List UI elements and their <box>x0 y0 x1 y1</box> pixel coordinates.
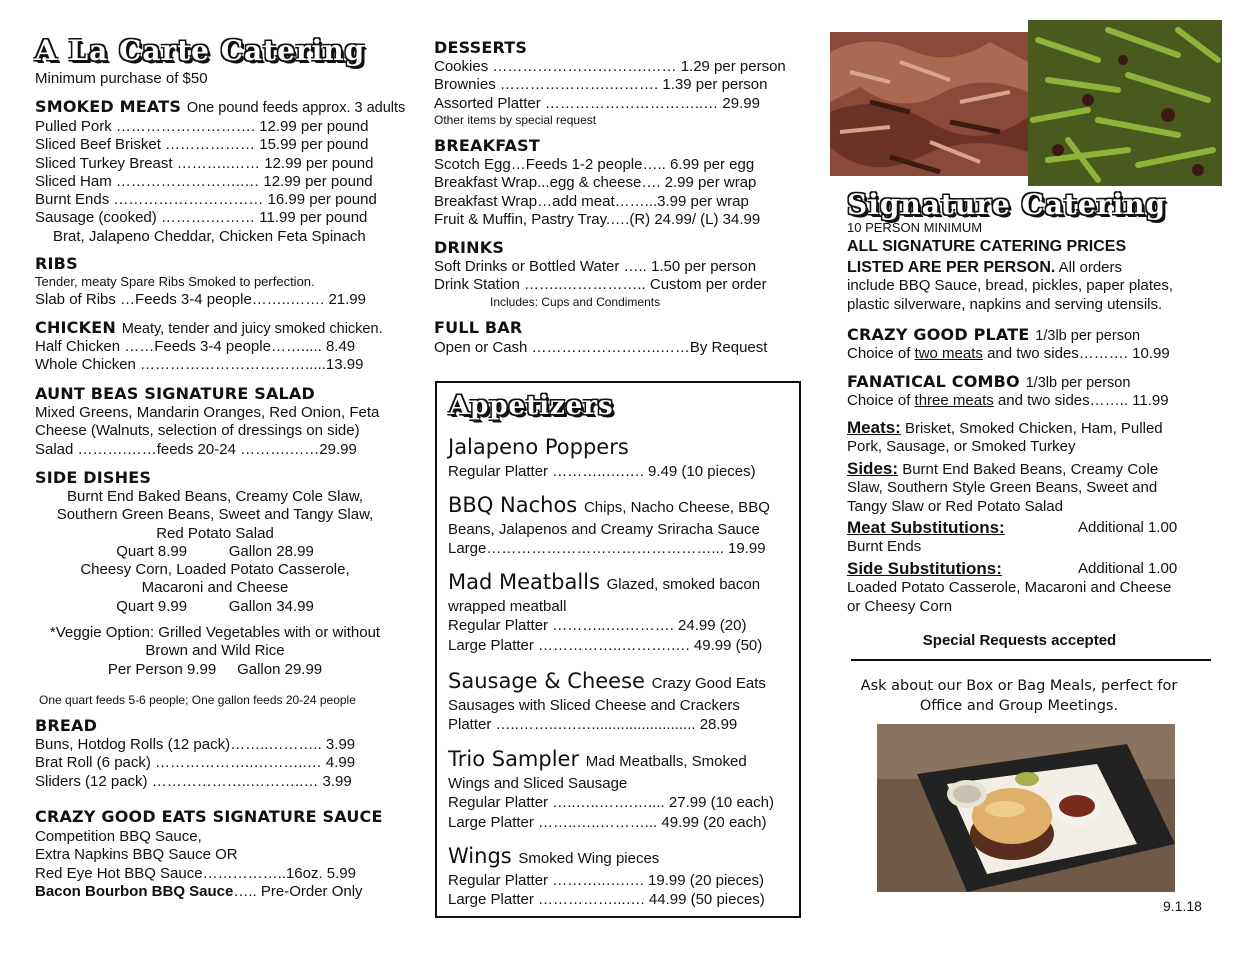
salad-list <box>35 404 379 459</box>
full-bar-heading: FULL BAR <box>434 318 523 337</box>
bread-heading: BREAD <box>35 716 98 735</box>
menu-item: Cookies ………………………….…… 1.29 per person <box>434 58 786 75</box>
menu-item: Breakfast Wrap…add meat……...3.99 per wrap <box>434 192 749 210</box>
sandwich-basket-photo <box>877 724 1175 892</box>
fanatical-combo-item: Choice of three meats and two sides…….. 11.99 <box>847 392 1169 409</box>
veggie-option <box>35 624 395 679</box>
appetizer-wings <box>448 844 765 910</box>
meat-substitutions: Meat Substitutions: Additional 1.00 Burnt Ends <box>847 519 1187 557</box>
veggie-line: *Veggie Option: Grilled Vegetables with or without <box>49 624 381 641</box>
side-line: Red Potato Salad <box>156 524 274 542</box>
appetizer-line: Beans, Jalapenos and Creamy Sriracha Sauce <box>448 521 760 538</box>
menu-item: Whole Chicken …………………………….....13.99 <box>35 356 364 374</box>
ribs-item: Slab of Ribs …Feeds 3-4 people……..……. 21.99 <box>35 291 366 308</box>
menu-item: Brat Roll (6 pack) ………………..………..… 4.99 <box>35 754 356 772</box>
ribs-heading: RIBS <box>35 254 78 273</box>
appetizer-name: Jalapeno Poppers <box>448 435 629 459</box>
menu-item: Sliced Ham ……………………..… 12.99 per pound <box>35 172 373 190</box>
menu-item: Sausage (cooked) ……….……… 11.99 per pound <box>35 209 368 227</box>
menu-item: Brownies ………………….………. 1.39 per person <box>434 76 768 94</box>
appetizer-sausage-cheese <box>448 669 766 735</box>
menu-item: Half Chicken ……Feeds 3-4 people……..... 8.49 <box>35 338 356 355</box>
menu-date: 9.1.18 <box>1163 898 1202 914</box>
sides-list: Sides: Burnt End Baked Beans, Creamy Cole Slaw, Southern Style Green Beans, Sweet and Tangy Slaw or Red Potato Salad <box>847 459 1159 515</box>
appetizer-name: Wings Smoked Wing pieces <box>448 844 660 868</box>
sides-line: Tangy Slaw or Red Potato Salad <box>847 497 1063 515</box>
menu-item: Fruit & Muffin, Pastry Tray.….(R) 24.99/ (L) 34.99 <box>434 210 761 228</box>
appetizer-trio-sampler <box>448 747 774 832</box>
signature-title: Signature Catering <box>847 188 1167 221</box>
drinks-heading: DRINKS <box>434 238 505 257</box>
menu-item: Sliced Turkey Breast ………..…… 12.99 per pound <box>35 154 374 172</box>
salad-line: Cheese (Walnuts, selection of dressings on side) <box>35 422 360 440</box>
chicken-list <box>35 338 363 375</box>
meats-list: Meats: Brisket, Smoked Chicken, Ham, Pulled Pork, Sausage, or Smoked Turkey <box>847 418 1163 456</box>
appetizer-line: Large Platter ……………...…. 44.99 (50 pieces) <box>448 891 765 909</box>
signature-minimum: 10 PERSON MINIMUM <box>847 220 983 235</box>
smoked-meats-heading: SMOKED MEATS One pound feeds approx. 3 adults <box>35 97 406 116</box>
menu-item: Assorted Platter …………………………..… 29.99 <box>434 94 760 112</box>
intro-line: include BBQ Sauce, bread, pickles, paper plates, <box>847 277 1174 295</box>
appetizer-line: Regular Platter ………..….…. 19.99 (20 pieces) <box>448 872 764 889</box>
side-sub-item: Loaded Potato Casserole, Macaroni and Cheese <box>847 579 1172 597</box>
smoked-meats-list <box>35 118 377 246</box>
bourbon-sauce: Bacon Bourbon BBQ Sauce….. Pre-Order Only <box>35 882 363 900</box>
sauce-line: Red Eye Hot BBQ Sauce……………..16oz. 5.99 <box>35 864 356 882</box>
box-meals-note <box>851 676 1187 716</box>
full-bar-item: Open or Cash ……………………..……By Request <box>434 339 768 356</box>
appetizer-bbq-nachos <box>448 493 770 559</box>
menu-item: Sliders (12 pack) ………………..………..… 3.99 <box>35 772 352 790</box>
side-line: Cheesy Corn, Loaded Potato Casserole, <box>80 561 350 579</box>
menu-item: Sliced Beef Brisket ……………… 15.99 per pound <box>35 136 369 154</box>
side-price: Quart 8.99 Gallon 28.99 <box>116 542 314 560</box>
a-la-carte-title: A La Carte Catering <box>35 34 366 67</box>
drinks-note: Includes: Cups and Condiments <box>490 295 661 309</box>
appetizer-line: Wings and Sliced Sausage <box>448 775 628 792</box>
meats-line: Pork, Sausage, or Smoked Turkey <box>847 438 1076 456</box>
salad-line: Mixed Greens, Mandarin Oranges, Red Onion, Feta <box>35 404 380 421</box>
menu-item: Breakfast Wrap...egg & cheese…. 2.99 per wrap <box>434 174 757 192</box>
breakfast-list <box>434 156 760 229</box>
sides-heading: SIDE DISHES <box>35 468 152 487</box>
sauce-heading: CRAZY GOOD EATS SIGNATURE SAUCE <box>35 807 383 826</box>
appetizer-line: Regular Platter ………..….…. 9.49 (10 pieces) <box>448 463 756 480</box>
menu-item: Buns, Hotdog Rolls (12 pack)……..……….. 3.99 <box>35 736 356 753</box>
sauce-line: Competition BBQ Sauce, <box>35 828 202 845</box>
ribs-desc: Tender, meaty Spare Ribs Smoked to perfection. <box>35 274 315 289</box>
desserts-note: Other items by special request <box>434 113 597 127</box>
menu-item: Drink Station ……..…………….. Custom per order <box>434 276 767 294</box>
appetizers-title: Appetizers <box>449 391 614 421</box>
appetizer-line: Sausages with Sliced Cheese and Crackers <box>448 697 740 714</box>
side-price: Quart 9.99 Gallon 34.99 <box>116 597 314 615</box>
sides-list <box>35 488 395 616</box>
box-meals-line: Office and Group Meetings. <box>919 698 1119 714</box>
desserts-list <box>434 58 786 113</box>
side-substitutions: Side Substitutions: Additional 1.00 Loaded Potato Casserole, Macaroni and Cheese or Cheesy Corn <box>847 560 1187 616</box>
signature-intro: LISTED ARE PER PERSON. All orders include BBQ Sauce, bread, pickles, paper plates, plastic silverware, napkins and serving utensils. <box>847 259 1174 313</box>
sides-line: Slaw, Southern Style Green Beans, Sweet and <box>847 479 1158 497</box>
drinks-list <box>434 258 767 295</box>
appetizer-line: Large Platter ……..…..………... 49.99 (20 each) <box>448 813 767 831</box>
menu-item: Pulled Pork ………………………. 12.99 per pound <box>35 118 369 135</box>
pulled-pork-photo <box>830 32 1028 176</box>
sausage-types: Brat, Jalapeno Cheddar, Chicken Feta Spinach <box>53 227 366 245</box>
menu-item: Soft Drinks or Bottled Water ….. 1.50 per person <box>434 258 757 275</box>
appetizers-box <box>435 381 801 918</box>
desserts-heading: DESSERTS <box>434 38 528 57</box>
side-sub-item: or Cheesy Corn <box>847 597 953 615</box>
special-requests: Special Requests accepted <box>922 632 1117 649</box>
veggie-price: Per Person 9.99 Gallon 29.99 <box>107 660 323 678</box>
chicken-heading: CHICKEN Meaty, tender and juicy smoked chicken. <box>35 318 383 337</box>
meat-sub-item: Burnt Ends <box>847 538 922 556</box>
intro-line: plastic silverware, napkins and serving utensils. <box>847 295 1163 313</box>
box-meals-line: Ask about our Box or Bag Meals, perfect for <box>860 678 1178 694</box>
signature-prices-note: ALL SIGNATURE CATERING PRICES <box>847 238 1127 255</box>
menu-item: Scotch Egg…Feeds 1-2 people….. 6.99 per egg <box>434 156 755 173</box>
appetizer-name: Sausage & Cheese Crazy Good Eats <box>448 669 766 693</box>
breakfast-heading: BREAKFAST <box>434 136 540 155</box>
appetizer-name: BBQ Nachos Chips, Nacho Cheese, BBQ <box>448 493 770 517</box>
veggie-line: Brown and Wild Rice <box>145 642 285 660</box>
menu-item: Burnt Ends ………………………… 16.99 per pound <box>35 191 377 209</box>
appetizer-name: Mad Meatballs Glazed, smoked bacon <box>448 570 761 594</box>
appetizer-line: wrapped meatball <box>448 598 567 615</box>
salad-heading: AUNT BEAS SIGNATURE SALAD <box>35 384 315 403</box>
side-line: Southern Green Beans, Sweet and Tangy Slaw, <box>56 506 374 524</box>
appetizer-line: Large Platter ……………..……….…. 49.99 (50) <box>448 636 763 654</box>
sides-footnote: One quart feeds 5-6 people; One gallon feeds 20-24 people <box>39 693 356 707</box>
salad-line: Salad ……….……feeds 20-24 ……….……29.99 <box>35 440 357 458</box>
appetizer-name: Trio Sampler Mad Meatballs, Smoked <box>448 747 747 771</box>
green-beans-photo <box>1028 20 1222 186</box>
appetizer-line: Platter …..……..….…......................... 28.99 <box>448 716 738 734</box>
sauce-line: Extra Napkins BBQ Sauce OR <box>35 846 238 864</box>
appetizer-mad-meatballs <box>448 570 762 655</box>
bread-list <box>35 736 355 791</box>
appetizer-line: Regular Platter …..…..…….….... 27.99 (10 each) <box>448 794 774 812</box>
appetizer-jalapeno-poppers <box>448 435 756 481</box>
crazy-good-plate-item: Choice of two meats and two sides………. 10.99 <box>847 345 1170 362</box>
side-line: Macaroni and Cheese <box>141 579 289 597</box>
appetizer-line: Regular Platter ………..….………. 24.99 (20) <box>448 617 747 635</box>
crazy-good-plate-heading: CRAZY GOOD PLATE 1/3lb per person <box>847 325 1141 344</box>
side-line: Burnt End Baked Beans, Creamy Cole Slaw, <box>67 488 363 505</box>
fanatical-combo-heading: FANATICAL COMBO 1/3lb per person <box>847 372 1131 391</box>
min-purchase: Minimum purchase of $50 <box>35 70 208 87</box>
sauce-list <box>35 828 363 901</box>
appetizer-line: Large………………………………………... 19.99 <box>448 540 766 558</box>
divider <box>851 659 1211 661</box>
